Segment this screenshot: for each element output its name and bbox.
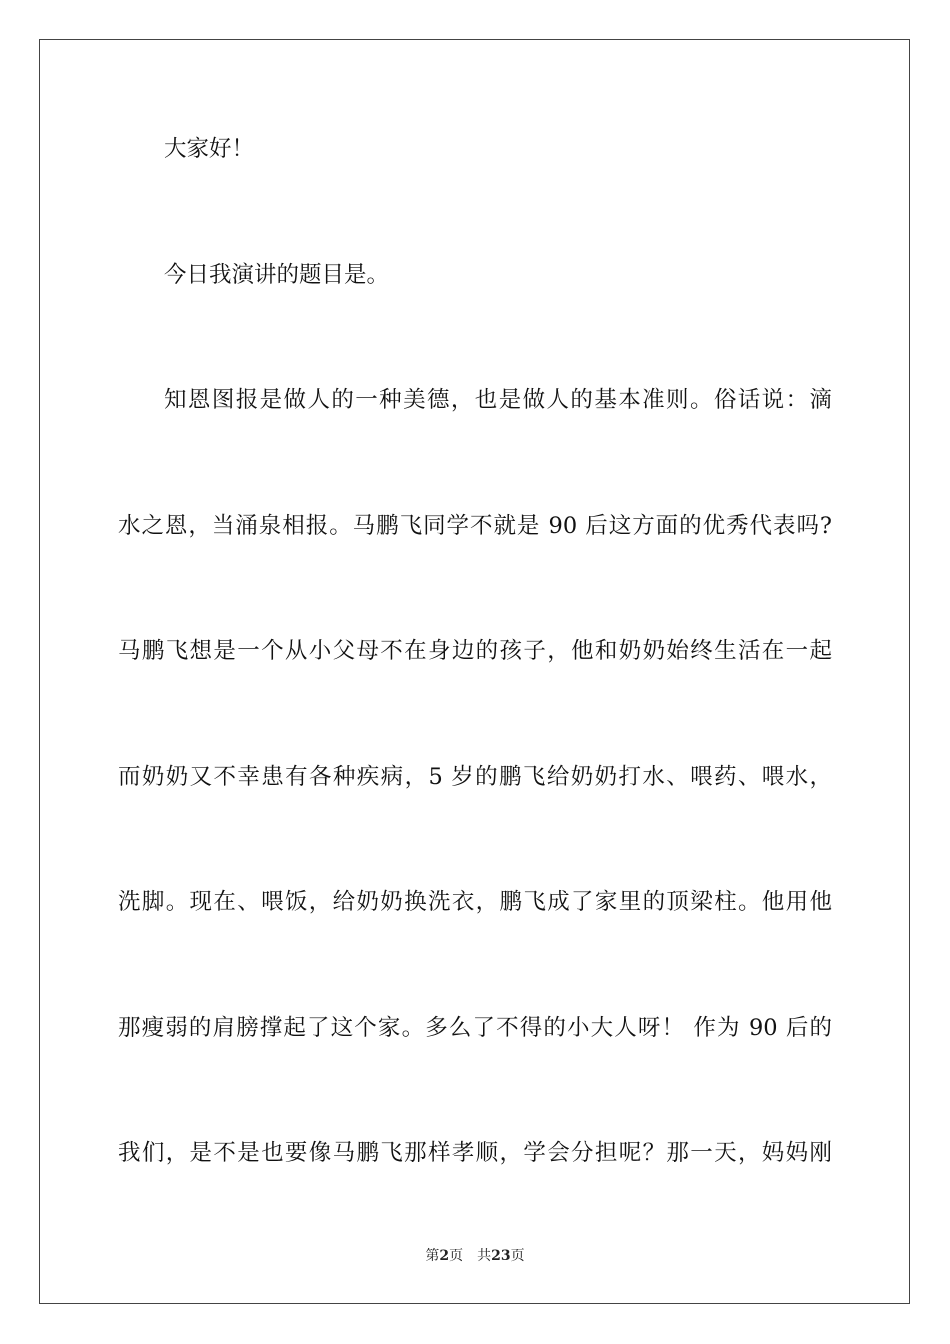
- footer-page-word: 页: [449, 1248, 464, 1264]
- paragraph-line: 大家好！: [164, 136, 255, 162]
- paragraph-line: 水之恩，当涌泉相报。马鹏飞同学不就是 90 后这方面的优秀代表吗?: [118, 513, 832, 539]
- paragraph-line: 我们，是不是也要像马鹏飞那样孝顺，学会分担呢？那一天，妈妈刚: [118, 1140, 832, 1166]
- total-pages-number: 23: [491, 1248, 511, 1264]
- paragraph-line: 而奶奶又不幸患有各种疾病，5 岁的鹏飞给奶奶打水、喂药、喂水，: [118, 764, 832, 790]
- page-frame: [39, 39, 910, 1304]
- page-footer: [0, 1246, 950, 1266]
- paragraph-line: 今日我演讲的题目是。: [164, 262, 390, 288]
- paragraph-line: 知恩图报是做人的一种美德，也是做人的基本准则。俗话说：滴: [164, 387, 832, 413]
- footer-total-prefix: 共: [477, 1248, 492, 1264]
- paragraph-line: 洗脚。现在、喂饭，给奶奶换洗衣，鹏飞成了家里的顶梁柱。他用他: [118, 889, 832, 915]
- current-page-number: 2: [439, 1248, 450, 1264]
- footer-prefix: 第: [425, 1248, 440, 1264]
- paragraph-line: 马鹏飞想是一个从小父母不在身边的孩子，他和奶奶始终生活在一起: [118, 638, 832, 664]
- footer-total-suffix: 页: [510, 1248, 525, 1264]
- paragraph-line: 那瘦弱的肩膀撑起了这个家。多么了不得的小大人呀！ 作为 90 后的: [118, 1015, 832, 1041]
